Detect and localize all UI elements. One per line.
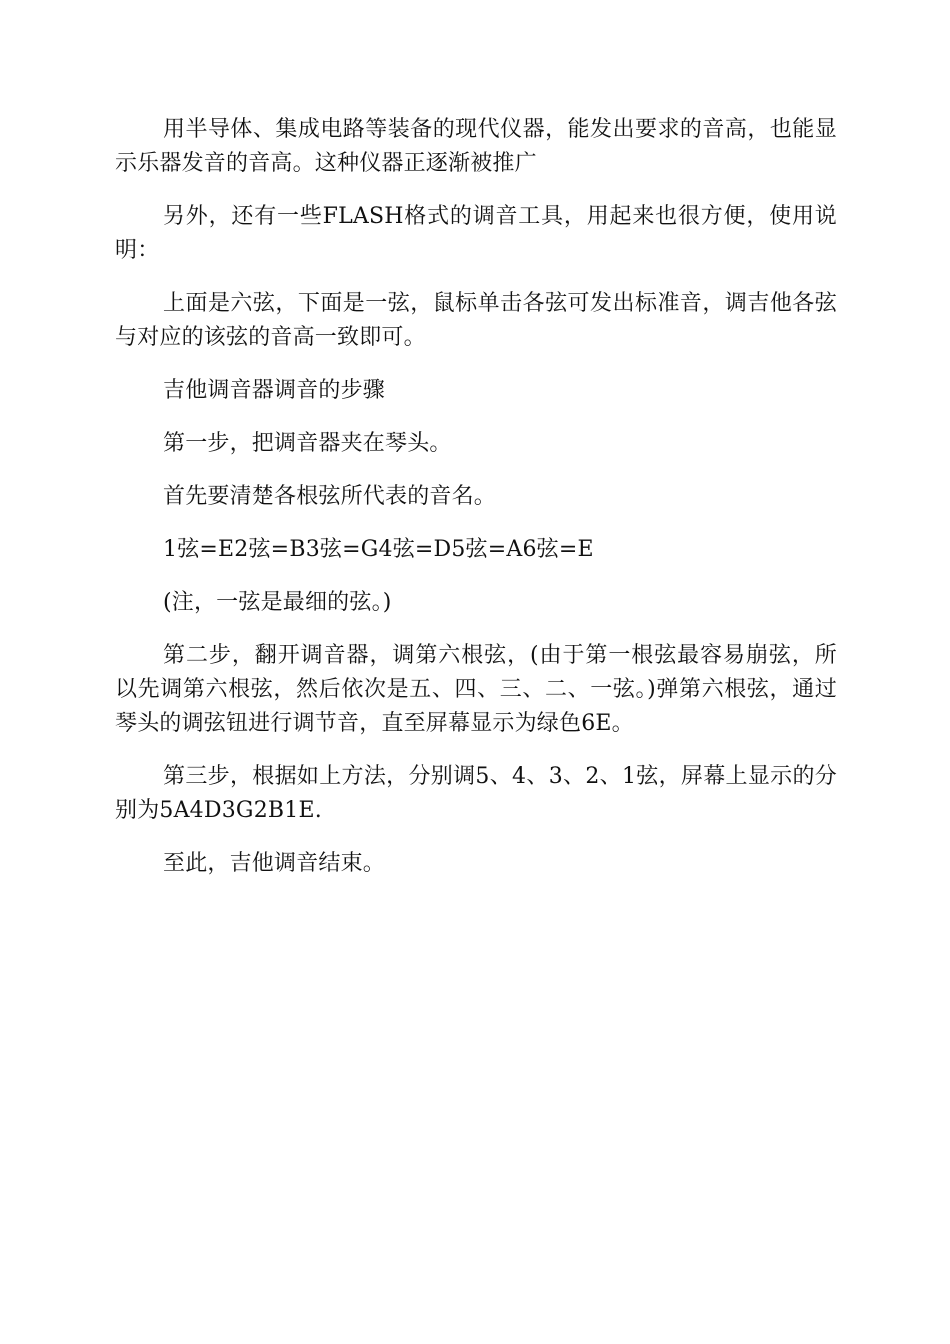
paragraph-usage: 上面是六弦，下面是一弦，鼠标单击各弦可发出标准音，调吉他各弦与对应的该弦的音高一致即可。 bbox=[115, 291, 837, 350]
paragraph-step-three: 第三步，根据如上方法，分别调5、4、3、2、1弦，屏幕上显示的分别为5A4D3G2B1E. bbox=[115, 764, 837, 823]
paragraph-step-one: 第一步，把调音器夹在琴头。 bbox=[163, 431, 452, 456]
paragraph-flash-tool: 另外，还有一些FLASH格式的调音工具，用起来也很方便，使用说明： bbox=[115, 204, 837, 263]
paragraph-conclusion: 至此，吉他调音结束。 bbox=[163, 851, 386, 876]
paragraph-note: (注，一弦是最细的弦。) bbox=[163, 590, 392, 615]
paragraph-string-names-intro: 首先要清楚各根弦所代表的音名。 bbox=[163, 484, 497, 509]
paragraph-modern-tuner: 用半导体、集成电路等装备的现代仪器，能发出要求的音高，也能显示乐器发音的音高。这种仪器正逐渐被推广 bbox=[115, 117, 837, 176]
document-body bbox=[115, 113, 837, 900]
section-heading-tuning-steps: 吉他调音器调音的步骤 bbox=[163, 378, 386, 403]
paragraph-string-notes: 1弦=E2弦=B3弦=G4弦=D5弦=A6弦=E bbox=[163, 537, 594, 562]
paragraph-step-two: 第二步，翻开调音器，调第六根弦，(由于第一根弦最容易崩弦，所以先调第六根弦，然后依次是五、四、三、二、一弦。)弹第六根弦，通过琴头的调弦钮进行调节音，直至屏幕显示为绿色6E。 bbox=[115, 643, 837, 736]
